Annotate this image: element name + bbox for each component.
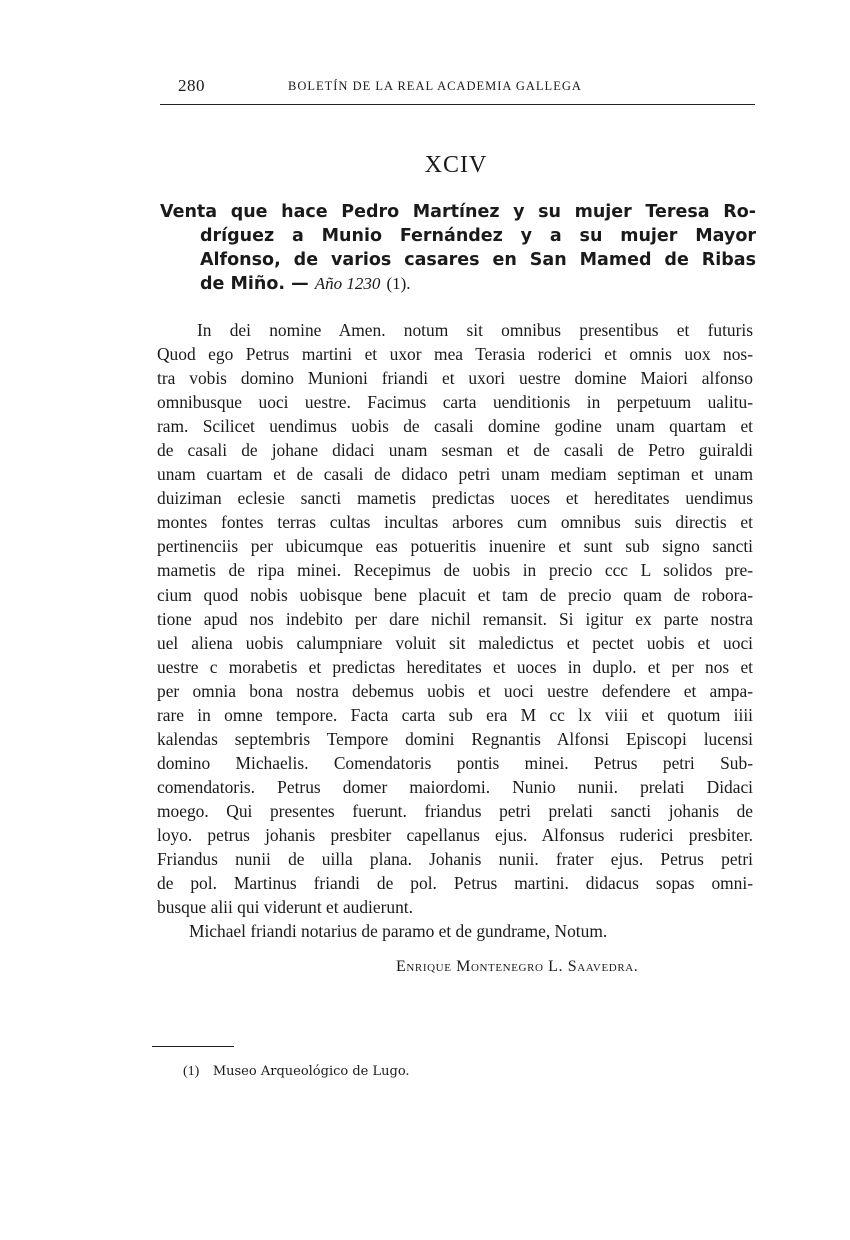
- body-line: moego. Qui presentes fuerunt. friandus petri prelati sancti johanis de: [157, 800, 753, 821]
- body-line: duiziman eclesie sancti mametis predictas uoces et hereditates uendimus: [157, 488, 753, 509]
- footnote-mark: (1): [183, 1064, 200, 1079]
- author-signature: Enrique Montenegro L. Saavedra.: [396, 958, 639, 975]
- title-line: dríguez a Munio Fernández y a su mujer Mayor: [200, 226, 756, 246]
- body-line: loyo. petrus johanis presbiter capellanus ejus. Alfonsus ruderici presbiter.: [157, 824, 753, 845]
- body-line: tione apud nos indebito per dare nichil remansit. Si igitur ex parte nostra: [157, 608, 753, 629]
- footnote: [183, 1064, 410, 1080]
- footnote-text: Museo Arqueológico de Lugo.: [212, 1064, 410, 1079]
- body-line: comendatoris. Petrus domer maiordomi. Nunio nunii. prelati Didaci: [157, 776, 753, 797]
- running-head: [160, 76, 755, 105]
- body-line: pertinenciis per ubicumque eas potueritis inuenire et sunt sub signo sancti: [157, 536, 753, 557]
- body-line: unam cuartam et de casali de didaco petri unam mediam septiman et unam: [157, 464, 753, 485]
- body-line: montes fontes terras cultas incultas arbores cum omnibus suis directis et: [157, 512, 753, 533]
- body-line: kalendas septembris Tempore domini Regnantis Alfonsi Episcopi lucensi: [157, 728, 753, 749]
- body-line: per omnia bona nostra debemus uobis et uoci uestre defendere et ampa-: [157, 680, 753, 701]
- body-line: ram. Scilicet uendimus uobis de casali domine godine unam quartam et: [157, 416, 753, 437]
- document-year: Año 1230: [314, 274, 381, 293]
- body-line: Quod ego Petrus martini et uxor mea Terasia roderici et omnis uox nos-: [157, 344, 753, 365]
- notarius-line: Michael friandi notarius de paramo et de gundrame, Notum.: [189, 921, 608, 942]
- title-line: Alfonso, de varios casares en San Mamed de Ribas: [200, 250, 756, 270]
- body-line: rare in omne tempore. Facta carta sub era M cc lx viii et quotum iiii: [157, 704, 753, 725]
- body-line: mametis de ripa minei. Recepimus de uobis in precio ccc L solidos pre-: [157, 560, 753, 581]
- footnote-reference: (1).: [386, 274, 411, 293]
- page-number: 280: [178, 76, 205, 95]
- footnote-divider: [152, 1046, 234, 1047]
- body-line: de casali de johane didaci unam sesman et de casali de Petro guiraldi: [157, 440, 753, 461]
- title-line: Venta que hace Pedro Martínez y su mujer Teresa Ro-: [160, 202, 756, 222]
- title-last-line: de Miño. —: [200, 274, 309, 294]
- body-closing-line: busque alii qui viderunt et audierunt.: [157, 897, 413, 918]
- document-number: XCIV: [424, 152, 488, 178]
- document-body: [157, 318, 753, 943]
- body-line: Friandus nunii de uilla plana. Johanis nunii. frater ejus. Petrus petri: [157, 849, 753, 870]
- body-line: uel aliena uobis calumpniare voluit sit maledictus et pectet uobis et uoci: [157, 632, 753, 653]
- body-line: In dei nomine Amen. notum sit omnibus presentibus et futuris: [197, 320, 753, 340]
- body-line: uestre c morabetis et predictas hereditates et uoces in duplo. et per nos et: [157, 656, 753, 677]
- body-line: tra vobis domino Munioni friandi et uxori uestre domine Maiori alfonso: [157, 368, 753, 389]
- body-line: cium quod nobis uobisque bene placuit et tam de precio quam de robora-: [157, 584, 753, 605]
- body-line: domino Michaelis. Comendatoris pontis minei. Petrus petri Sub-: [157, 752, 753, 773]
- journal-title: BOLETÍN DE LA REAL ACADEMIA GALLEGA: [288, 79, 582, 93]
- document-title: [160, 200, 756, 296]
- body-line: omnibusque uoci uestre. Facimus carta uenditionis in perpetuum ualitu-: [157, 392, 753, 413]
- body-line: de pol. Martinus friandi de pol. Petrus martini. didacus sopas omni-: [157, 873, 753, 894]
- title-line-final: [160, 272, 756, 296]
